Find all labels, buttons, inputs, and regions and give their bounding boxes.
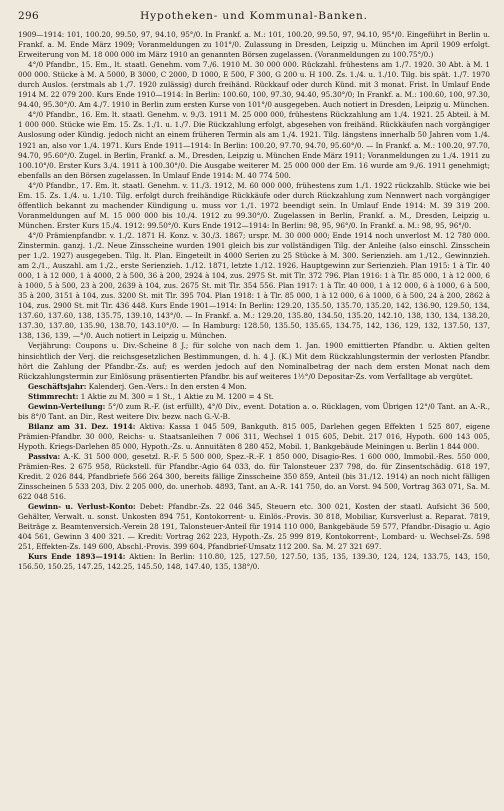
label-kurs-aktien: Kurs Ende 1893—1914: — [28, 552, 126, 562]
label-geschaeftsjahr: Geschäftsjahr: — [28, 381, 87, 391]
text-gewinn-verteilung: 5°/0 zum R.-F. (ist erfüllt), 4°/0 Div., event. Dotation a. o. Rücklagen, vom Übrigen 12°/0 Tant. an A.-R., bis 8°/0 Tant. an Dir., Rest weitere Div. bezw. nach G.-V.-B. — [18, 401, 490, 421]
running-title: Hypotheken- und Kommunal-Banken. — [140, 10, 368, 22]
paragraph-bilanz-aktiva — [18, 422, 490, 452]
paragraph-praemienpfandbriefe: 4°/0 Prämienpfandbr. v. 1./2. 1871 H. Konz. v. 30./3. 1867; urspr. M. 30 000 000; Ende 1914 noch unverlost M. 12 780 000. Zinstermin. ganzj. 1./2. Neue Zinsscheine wurden 1901 gleich bis zur vollständigen Tilg. der Anleihe (also einschl. Zinsschein per 1./2. 1927) ausgegeben. Tilg. lt. Plan. Eingeteilt in 4000 Serien zu 25 Stücke à M. 300. Serienzieh. am 1./12., Gewinnzieh. am 2./1., Auszahl. am 1./2., erste Serienzieh. 1./12. 1871, letzte 1./12. 1926. Hauptgewinn zur Serienzieh. Plan 1915: 1 à Tlr. 40 000, 1 à 12 000, 1 à 4000, 2 à 500, 36 à 200, 2924 à 104, zus. 2975 St. mit Tlr. 372 796. Plan 1916: 1 à Tlr. 85 000, 1 à 12 000, 6 à 1000, 5 à 500, 23 à 200, 2639 à 104, zus. 2675 St. mit Tlr. 354 556. Plan 1917: 1 à Tlr. 40 000, 1 à 12 000, 6 à 1000, 6 à 500, 35 à 200, 3151 à 104, zus. 3200 St. mit Tlr. 395 704. Plan 1918: 1 à Tlr. 85 000, 1 à 12 000, 6 à 1000, 6 à 500, 24 à 200, 2862 à 104, zus. 2900 St. mit Tlr. 436 448. Kurs Ende 1901—1914: In Berlin: 129.20, 135.50, 135.70, 135.20, 142, 136.90, 129.50, 134, 137.60, 137.60, 138, 135.75, 139.10, 143°/0. — In Frankf. a. M.: 129.20, 135.80, 134.50, 135.20, 142.10, 138, 130, 134, 138.20, 137.30, 137.80, 135.90, 138.70, 143.10°/0. — In Hamburg: 128.50, 135.50, 135.65, 134.75, 142, 136, 129, 132, 137.50, 137, 138, 136, 139, —°/0. Auch notiert in Leipzig u. München. — [18, 230, 490, 341]
document-body — [18, 30, 490, 573]
label-bilanz: Bilanz am 31. Dez. 1914: — [28, 421, 136, 431]
paragraph-emission-17: 4°/0 Pfandbr., 17. Em. lt. staatl. Genehm. v. 11./3. 1912, M. 60 000 000, frühestens zum 1./1. 1922 rückzahlb. Stücke wie bei Em. 15. Zs. 1./4. u. 1./10. Tilg. erfolgt durch freihändige Rückkäufe oder durch Rückzahlung zum Nennwert nach vorgängiger öffentlich bekannt zu machender Kündigung u. muss vor 1./1. 1972 beendigt sein. In Umlauf Ende 1914: M. 39 319 200. Voranmeldungen auf M. 15 000 000 bis 10./4. 1912 zu 99.30°/0. Zugelassen in Berlin, Frankf. a. M., Dresden, Leipzig u. München. Erster Kurs 15./4. 1912: 99.50°/0. Kurs Ende 1912—1914: In Berlin: 98, 95, 96°/0. In Frankf. a. M.: 98, 95, 96°/0. — [18, 180, 490, 230]
paragraph-stimmrecht — [18, 392, 490, 402]
text-gewinn-verlust-konto: Debet: Pfandbr.-Zs. 22 046 345, Steuern etc. 300 021, Kosten der staatl. Aufsicht 36 500, Gehälter, Verwalt. u. sonst. Unkosten 894 751, Kontokorrent- u. Einlös.-Provis. 30 818, Mobiliar, Kursverlust a. Reparat. 7819, Beiträge z. Beamtenversich.-Verein 28 191, Talonsteuer-Anteil für 1914 110 000, Bankgebäude 59 577, Pfandbr.-Disagio u. Agio 404 561, Gewinn 3 400 321. — Kredit: Vortrag 262 223, Hypoth.-Zs. 25 999 819, Kontokorrent-, Lombard- u. Wechsel-Zs. 598 251, Effekten-Zs. 149 600, Abschl.-Provis. 399 604, Pfandbrief-Umsatz 112 200. Sa. M. 27 321 697. — [18, 502, 490, 552]
paragraph-geschaeftsjahr — [18, 382, 490, 392]
paragraph-emission-16: 4°/0 Pfandbr., 16. Em. lt. staatl. Genehm. v. 9./3. 1911 M. 25 000 000, frühestens Rückzahlung am 1./4. 1921. 25 Abteil. à M. 1 000 000. Stücke wie Em. 15. Zs. 1./1. u. 1./7. Die Rückzahlung erfolgt, abgesehen von freihänd. Rückkäufen nach vorgängiger Auslosung oder Kündig. jedoch nicht an einem früheren Termin als am 1./4. 1921. Tilg. längstens innerhalb 50 Jahren vom 1./4. 1921 an, also vor 1./4. 1971. Kurs Ende 1911—1914: In Berlin: 100.20, 97.70, 94.70, 95.60°/0. — In Frankf. a. M.: 100.20, 97.70, 94.70, 95.60°/0. Zugel. in Berlin, Frankf. a. M., Dresden, Leipzig u. München Ende März 1911; Voranmeldungen zu 1./4. 1911 zu 100.10°/0. Erster Kurs 3./4. 1911 à 100.30°/0. Die Ausgabe weiterer M. 25 000 000 der Em. 16 wurde am 9./6. 1911 genehmigt; ebenfalls an den Börsen zugelassen. In Umlauf Ende 1914: M. 40 774 500. — [18, 110, 490, 180]
text-bilanz-aktiva: Aktiva: Kassa 1 045 509, Bankguth. 815 005, Darlehen gegen Effekten 1 525 807, eigene Prämien-Pfandbr. 30 000, Reichs- u. Staatsanleihen 7 006 311, Wechsel 1 015 605, Debit. 217 016, Hypoth. 600 143 005, Hypoth. Kriegs-Darlehen 85 000, Hypoth.-Zs. u. Annuitäten 8 280 452, Mobil. 1, Bankgebäude Meiningen u. Berlin 1 844 000. — [18, 421, 490, 451]
page-number: 296 — [18, 10, 39, 22]
label-passiva: Passiva: — [28, 451, 61, 461]
page-header — [18, 10, 490, 30]
paragraph-gewinn-verteilung — [18, 402, 490, 422]
paragraph-bilanz-passiva — [18, 452, 490, 502]
paragraph-verjaehrung: Verjährung: Coupons u. Div.-Scheine 8 J.; für solche von nach dem 1. Jan. 1900 emittierten Pfandbr. u. Aktien gelten hinsichtlich der Verj. die reichsgesetzlichen Bestimmungen, d. h. 4 J. (K.) Mit dem Rückzahlungstermin der verlosten Pfandbr. hört die Zahlung der Pfandbr.-Zs. auf; es werden jedoch auf den Nominalbetrag der nach dem ersten Monat nach dem Rückzahlungstermin zur Einlösung präsentierten Pfandbr. bis auf weiteres 1½°/0 Depositar-Zs. vom Verfalltage ab vergütet. — [18, 341, 490, 381]
text-kurs-aktien: Aktien: In Berlin: 110.80, 125, 127.50, 127.50, 135, 135, 139.30, 124, 124, 133.75, 143, 150, 156.50, 150.25, 147.25, 142.25, 145.50, 148, 147.40, 135, 138°/0. — [18, 552, 490, 572]
text-geschaeftsjahr: Kalenderj. Gen.-Vers.: In den ersten 4 Mon. — [88, 381, 247, 391]
label-gewinn-verteilung: Gewinn-Verteilung: — [28, 401, 106, 411]
paragraph-gewinn-verlust-konto — [18, 502, 490, 552]
paragraph-emission-15: 4°/0 Pfandbr., 15. Em., lt. staatl. Genehm. vom 7./6. 1910 M. 30 000 000. Rückzahl. frühestens am 1./7. 1920. 30 Abt. à M. 1 000 000. Stücke à M. A 5000, B 3000, C 2000, D 1000, E 500, F 300, G 200 u. H 100. Zs. 1./4. u. 1./10. Tilg. bis spät. 1./7. 1970 durch Auslos. (erstmals ab 1./7. 1920 zulässig) durch freihänd. Rückkauf oder durch Künd. mit 3 monat. Frist. In Umlauf Ende 1914 M. 22 079 200. Kurs Ende 1910—1914: In Berlin: 100.60, 100, 97.30, 94.40, 95.30°/0; In Frankf. a. M.: 100.60, 100, 97.30, 94.40, 95.30°/0. Am 4./7. 1910 in Berlin zum ersten Kurse von 101°/0 ausgegeben. Auch notiert in Dresden, Leipzig u. München. — [18, 60, 490, 110]
paragraph-emission-14-kurse: 1909—1914: 101, 100.20, 99.50, 97, 94.10, 95°/0. In Frankf. a. M.: 101, 100.20, 99.50, 97, 94.10, 95°/0. Eingeführt in Berlin u. Frankf. a. M. Ende März 1909; Voranmeldungen zu 101°/0. Zulassung in Dresden, Leipzig u. München im April 1909 erfolgt. Erweiterung von M. 18 000 000 im März 1910 an genannten Börsen zugelassen. (Voranmeldungen zu 100.75°/0.) — [18, 30, 490, 60]
text-bilanz-passiva: A.-K. 31 500 000, gesetzl. R.-F. 5 500 000, Spez.-R.-F. 1 850 000, Disagio-Res. 1 600 000, Immobil.-Res. 550 000, Prämien-Res. 2 675 958, Rückstell. für Pfandbr.-Agio 64 033, do. für Talonsteuer 237 798, do. für Zinsentschädig. 618 197, Kredit. 2 026 844, Pfandbriefe 566 264 300, bereits fällige Zinsscheine 350 859, Anteil (bis 31./12. 1914) an noch nicht fälligen Zinsscheinen 5 533 203, Div. 2 205 000, do. unerhob. 4893, Tant. an A.-R. 141 750, do. an Vorst. 94 500, Vortrag 363 071, Sa. M. 622 048 516. — [18, 451, 490, 502]
paragraph-kurs-aktien — [18, 552, 490, 572]
text-stimmrecht: 1 Aktie zu M. 300 = 1 St., 1 Aktie zu M. 1200 = 4 St. — [80, 391, 274, 401]
label-stimmrecht: Stimmrecht: — [28, 391, 79, 401]
label-gewinn-verlust-konto: Gewinn- u. Verlust-Konto: — [28, 502, 136, 512]
